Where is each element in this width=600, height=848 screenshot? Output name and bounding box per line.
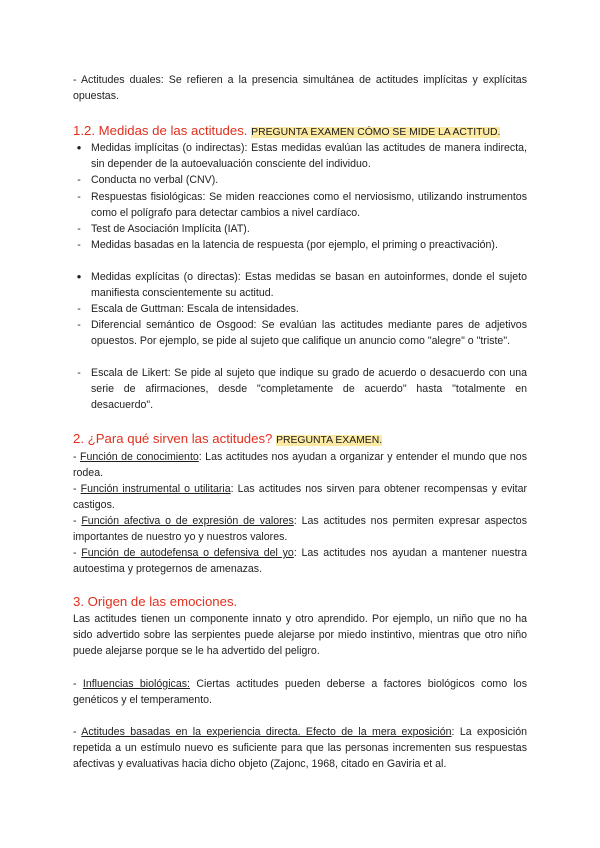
list-item-text: Medidas explícitas (o directas): Estas medidas se basan en autoinformes, donde el sujeto manifiesta conscientemente su actitud. <box>91 271 527 299</box>
dash-prefix: - <box>73 451 80 463</box>
list-item <box>77 301 527 317</box>
function-description: : Las actitudes nos sirven para obtener recompensas y evitar castigos. <box>73 483 527 511</box>
function-item <box>73 449 527 481</box>
function-description: : Las actitudes nos permiten expresar aspectos importantes de nuestro yo y nuestros valores. <box>73 515 527 543</box>
dash-marker: - <box>77 319 81 331</box>
exam-question-highlight: PREGUNTA EXAMEN CÓMO SE MIDE LA ACTITUD. <box>251 127 501 138</box>
bio-description: Ciertas actitudes pueden deberse a factores biológicos como los genéticos y el temperamento. <box>73 678 527 706</box>
list-item-text: Conducta no verbal (CNV). <box>91 174 219 186</box>
dash-prefix: - <box>73 678 83 690</box>
exp-description: : La exposición repetida a un estímulo nuevo es suficiente para que las personas incrementen sus respuestas afectivas y evaluativas hacia dicho objeto (Zajonc, 1968, citado en Gaviria et al. <box>73 726 528 770</box>
list-item-text: Escala de Likert: Se pide al sujeto que indique su grado de acuerdo o desacuerdo con una serie de afirmaciones, desde "completamente de acuerdo" hasta "totalmente en desacuerdo". <box>91 367 527 411</box>
list-item <box>77 237 527 253</box>
list-item <box>77 317 527 349</box>
dash-marker: - <box>77 174 81 186</box>
paragraph-actitudes-duales: - Actitudes duales: Se refieren a la presencia simultánea de actitudes implícitas y explícitas opuestas. <box>73 74 527 102</box>
section-2-title: 2. ¿Para qué sirven las actitudes? <box>73 431 273 446</box>
exam-question-highlight: PREGUNTA EXAMEN. <box>276 435 383 446</box>
paragraph-origen-intro: Las actitudes tienen un componente innato y otro aprendido. Por ejemplo, un niño que no ha sido advertido sobre las serpientes puede alejarse por miedo instintivo, mientras que otro niño puede alejarse porque se le ha advertido del peligro. <box>73 613 527 657</box>
dash-prefix: - <box>73 515 82 527</box>
bullet-marker: ● <box>76 143 82 152</box>
dash-marker: - <box>77 223 81 235</box>
function-description: : Las actitudes nos ayudan a mantener nuestra autoestima y protegernos de amenazas. <box>73 547 527 575</box>
function-item <box>73 545 527 577</box>
dash-prefix: - <box>73 547 82 559</box>
list-item <box>77 365 527 413</box>
function-item <box>73 513 527 545</box>
section-3-title: 3. Origen de las emociones. <box>73 594 238 609</box>
dash-marker: - <box>77 303 81 315</box>
list-item <box>77 172 527 188</box>
dash-marker: - <box>77 367 81 379</box>
paragraph-experiencia-directa <box>73 724 527 772</box>
list-item-text: Medidas basadas en la latencia de respuesta (por ejemplo, el priming o preactivación). <box>91 239 498 251</box>
function-term: Función de conocimiento <box>79 451 199 463</box>
bio-term: Influencias biológicas: <box>82 678 190 690</box>
function-term: Función instrumental o utilitaria <box>80 483 231 495</box>
dash-prefix: - <box>73 483 81 495</box>
paragraph-influencias-biologicas <box>73 676 527 708</box>
section-1-heading <box>73 122 533 142</box>
list-item-text: Escala de Guttman: Escala de intensidades. <box>91 303 299 315</box>
bullet-marker: ● <box>76 272 82 281</box>
section-3-heading <box>73 593 533 611</box>
function-description: : Las actitudes nos ayudan a organizar y entender el mundo que nos rodea. <box>73 451 527 479</box>
list-item-text: Diferencial semántico de Osgood: Se evalúan las actitudes mediante pares de adjetivos opuestos. Por ejemplo, se pide al sujeto que califique un anuncio como "alegre" o "triste". <box>91 319 527 347</box>
list-item <box>76 269 527 301</box>
list-item-text: Medidas implícitas (o indirectas): Estas medidas evalúan las actitudes de manera indirecta, sin depender de la autoevaluación consciente del individuo. <box>91 142 527 170</box>
dash-marker: - <box>77 239 81 251</box>
exp-term: Actitudes basadas en la experiencia directa. Efecto de la mera exposición <box>81 726 452 738</box>
list-item <box>76 140 527 172</box>
dash-prefix: - <box>73 726 82 738</box>
list-item <box>77 221 527 237</box>
section-2-heading <box>73 430 533 450</box>
section-1-title: 1.2. Medidas de las actitudes. <box>73 123 248 138</box>
function-term: Función afectiva o de expresión de valores <box>81 515 294 527</box>
list-item-text: Respuestas fisiológicas: Se miden reacciones como el nerviosismo, utilizando instrumentos como el polígrafo para detectar cambios a nivel cardíaco. <box>91 191 527 219</box>
list-item-text: Test de Asociación Implícita (IAT). <box>91 223 250 235</box>
list-item <box>77 189 527 221</box>
function-term: Función de autodefensa o defensiva del yo <box>81 547 294 559</box>
function-item <box>73 481 527 513</box>
dash-marker: - <box>77 191 81 203</box>
